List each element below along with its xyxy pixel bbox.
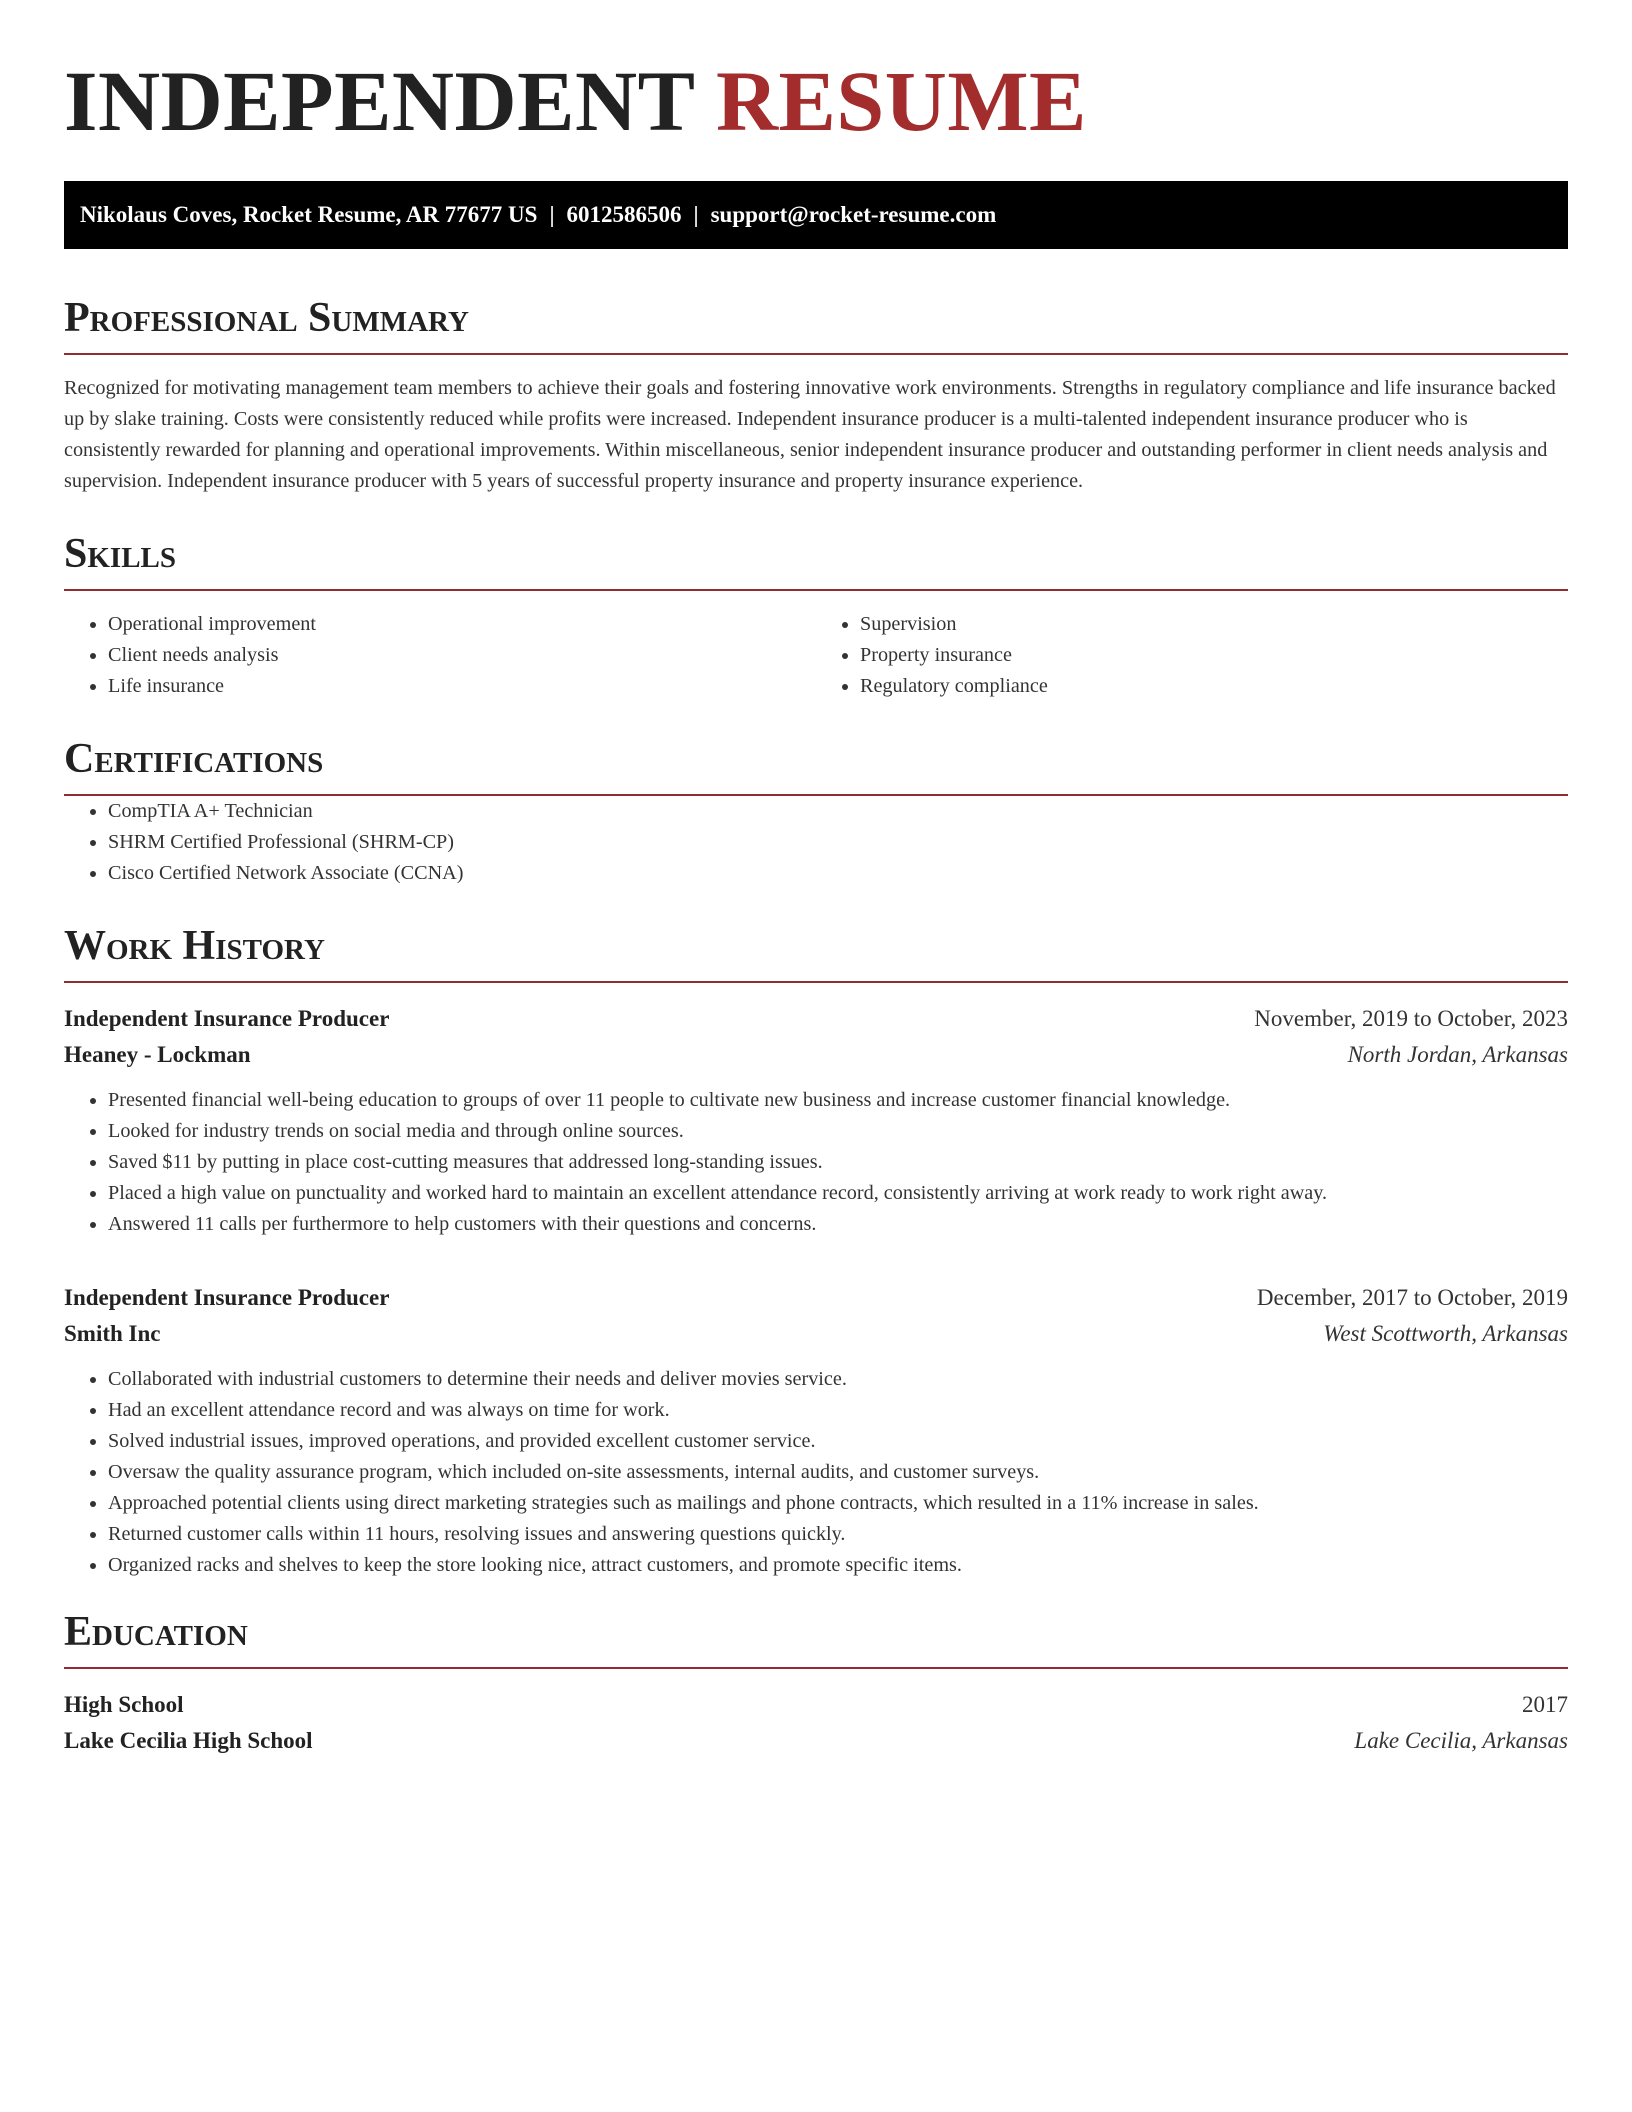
name-first: INDEPENDENT	[64, 53, 694, 149]
work-history-heading: Work History	[64, 925, 1568, 983]
certification-item: • Cisco Certified Network Associate (CCNA)	[108, 858, 1568, 889]
contact-phone: 6012586506	[566, 202, 682, 227]
skill-item: • Life insurance	[108, 671, 816, 702]
education-degree-row	[64, 1687, 1568, 1723]
education-degree: High School	[64, 1692, 184, 1717]
job-header-row	[64, 1280, 1568, 1316]
skill-item: • Property insurance	[860, 640, 1568, 671]
skill-item: • Regulatory compliance	[860, 671, 1568, 702]
education-location: Lake Cecilia, Arkansas	[1354, 1728, 1568, 1753]
certification-item: • CompTIA A+ Technician	[108, 796, 1568, 827]
skills-heading: Skills	[64, 533, 1568, 591]
summary-heading: Professional Summary	[64, 297, 1568, 355]
education-year: 2017	[1522, 1692, 1568, 1717]
job-entry	[64, 1001, 1568, 1240]
job-bullet: • Presented financial well-being education to groups of over 11 people to cultivate new business and increase customer financial knowledge.	[108, 1085, 1568, 1116]
job-header-row	[64, 1001, 1568, 1037]
skill-item: • Operational improvement	[108, 609, 816, 640]
job-bullet: • Approached potential clients using direct marketing strategies such as mailings and phone contracts, which resulted in a 11% increase in sales.	[108, 1488, 1568, 1519]
skill-item: • Supervision	[860, 609, 1568, 640]
job-bullet: • Oversaw the quality assurance program, which included on-site assessments, internal audits, and customer surveys.	[108, 1457, 1568, 1488]
job-bullets	[64, 1364, 1568, 1581]
job-position: Independent Insurance Producer	[64, 1006, 390, 1031]
skills-list-left	[64, 609, 816, 702]
education-school-row	[64, 1723, 1568, 1759]
contact-address: Nikolaus Coves, Rocket Resume, AR 77677 US	[80, 202, 538, 227]
job-bullet: • Collaborated with industrial customers to determine their needs and deliver movies service.	[108, 1364, 1568, 1395]
job-dates: November, 2019 to October, 2023	[1254, 1006, 1568, 1031]
skills-grid	[64, 609, 1568, 702]
education-heading: Education	[64, 1611, 1568, 1669]
job-bullet: • Returned customer calls within 11 hours, resolving issues and answering questions quickly.	[108, 1519, 1568, 1550]
summary-text: Recognized for motivating management team members to achieve their goals and fostering innovative work environments. Strengths in regulatory compliance and life insurance backed up by slake training. Costs were consistently reduced while profits were increased. Independent insurance producer is a multi-talented independent insurance producer who is consistently rewarded for planning and operational improvements. Within miscellaneous, senior independent insurance producer and outstanding performer in client needs analysis and supervision. Independent insurance producer with 5 years of successful property insurance and property insurance experience.	[64, 377, 1556, 492]
job-dates: December, 2017 to October, 2019	[1256, 1285, 1568, 1310]
skills-list-right	[816, 609, 1568, 702]
job-bullet: • Saved $11 by putting in place cost-cutting measures that addressed long-standing issues.	[108, 1147, 1568, 1178]
job-location: North Jordan, Arkansas	[1347, 1042, 1568, 1067]
job-company: Smith Inc	[64, 1321, 161, 1346]
education-entry	[64, 1687, 1568, 1759]
certifications-list	[64, 796, 1568, 889]
job-bullets	[64, 1085, 1568, 1240]
skill-item: • Client needs analysis	[108, 640, 816, 671]
job-position: Independent Insurance Producer	[64, 1285, 390, 1310]
job-bullet: • Solved industrial issues, improved operations, and provided excellent customer service.	[108, 1426, 1568, 1457]
job-location: West Scottworth, Arkansas	[1323, 1321, 1568, 1346]
certifications-heading: Certifications	[64, 738, 1568, 796]
contact-separator: |	[693, 202, 699, 227]
resume-name	[64, 53, 1568, 149]
job-company-row	[64, 1037, 1568, 1073]
job-company: Heaney - Lockman	[64, 1042, 251, 1067]
name-last: RESUME	[715, 53, 1087, 149]
job-bullet: • Placed a high value on punctuality and worked hard to maintain an excellent attendance record, consistently arriving at work ready to work right away.	[108, 1178, 1568, 1209]
job-bullet: • Answered 11 calls per furthermore to help customers with their questions and concerns.	[108, 1209, 1568, 1240]
education-school: Lake Cecilia High School	[64, 1728, 313, 1753]
job-entry	[64, 1280, 1568, 1581]
job-company-row	[64, 1316, 1568, 1352]
job-bullet: • Had an excellent attendance record and was always on time for work.	[108, 1395, 1568, 1426]
contact-email: support@rocket-resume.com	[710, 202, 997, 227]
contact-bar	[64, 181, 1568, 249]
contact-separator: |	[549, 202, 555, 227]
job-bullet: • Looked for industry trends on social media and through online sources.	[108, 1116, 1568, 1147]
certification-item: • SHRM Certified Professional (SHRM-CP)	[108, 827, 1568, 858]
job-bullet: • Organized racks and shelves to keep the store looking nice, attract customers, and promote specific items.	[108, 1550, 1568, 1581]
